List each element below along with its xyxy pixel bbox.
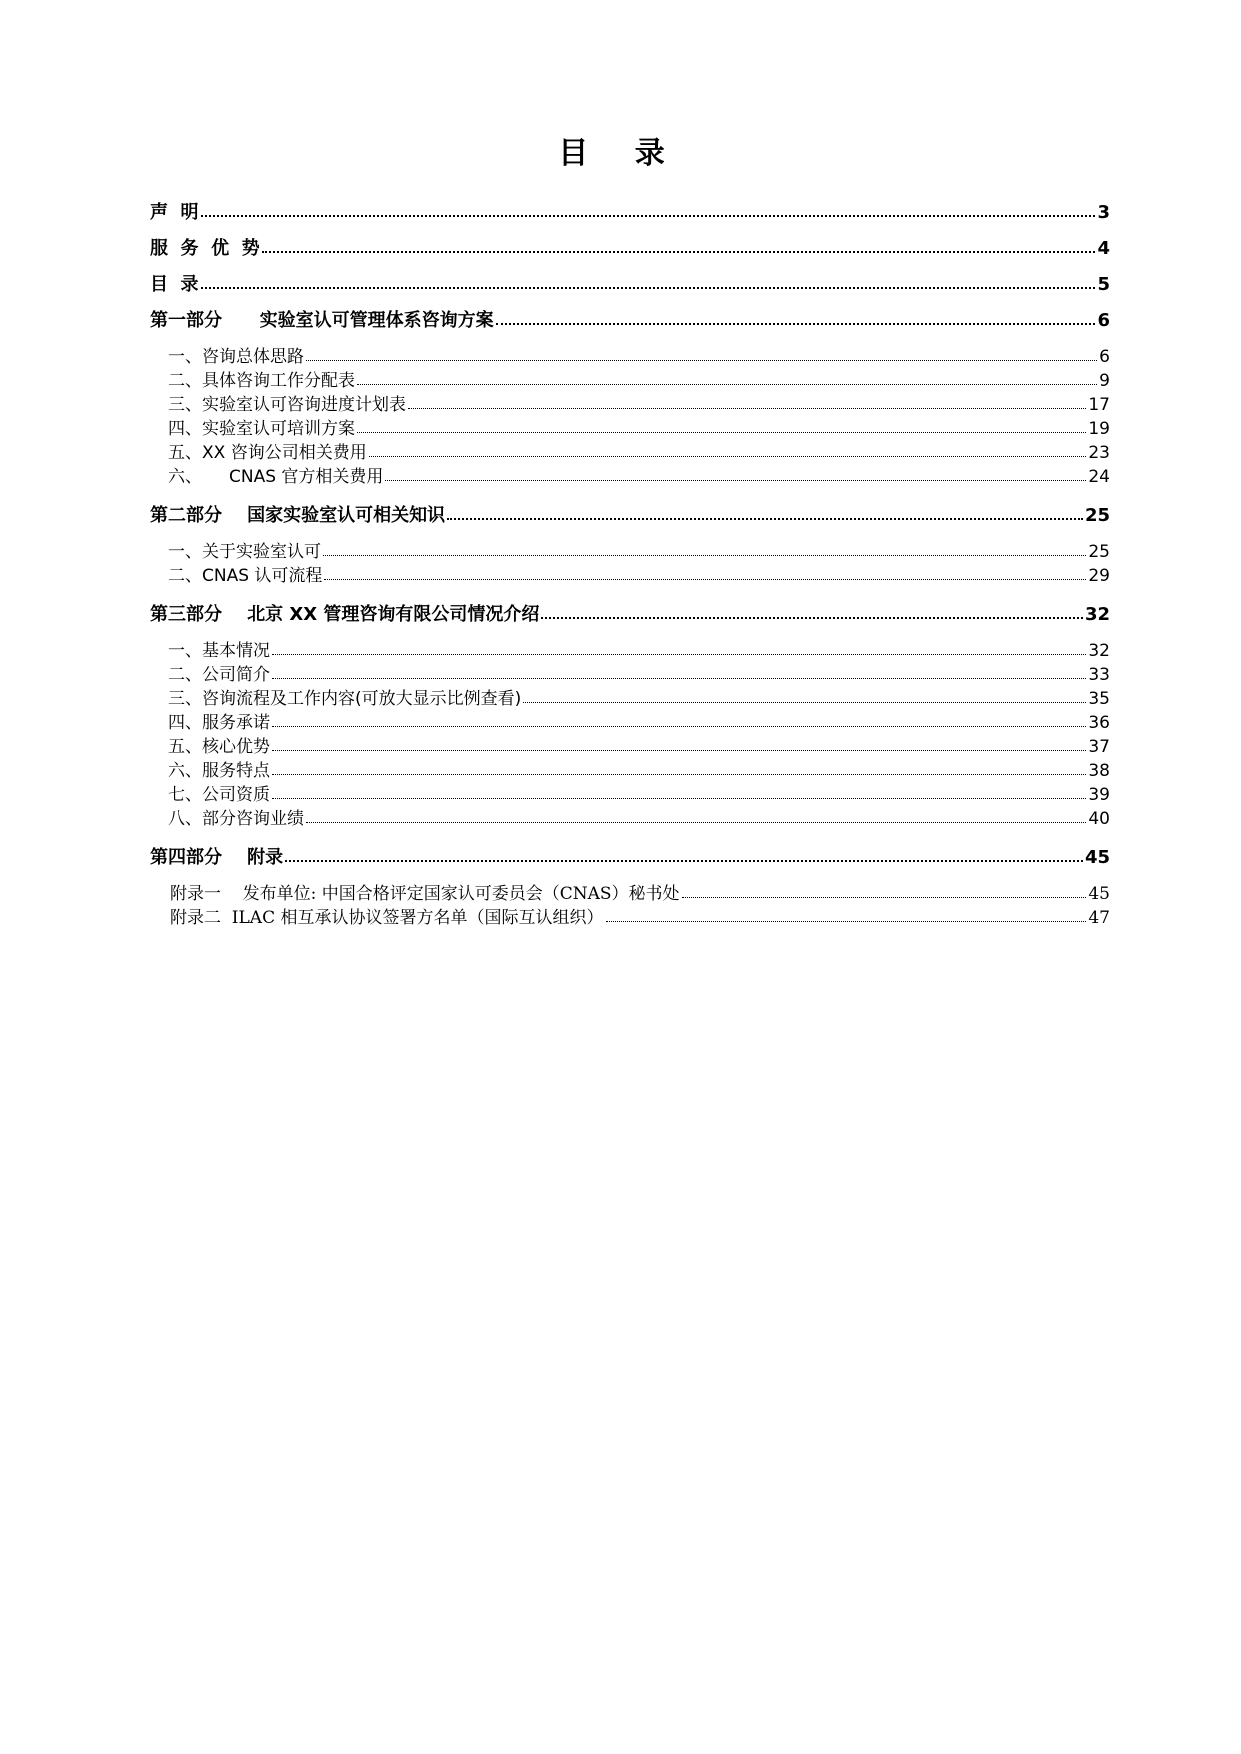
toc-entry-label: 五、XX 咨询公司相关费用 [168,443,367,463]
toc-subentry[interactable] [150,390,1110,414]
toc-entry-label: 七、公司资质 [168,785,270,805]
dot-leader [408,408,1086,409]
toc-entry-label: 二、CNAS 认可流程 [168,566,323,586]
toc-subentry[interactable] [150,636,1110,660]
dot-leader [606,921,1087,922]
toc-entry-label: 第二部分 国家实验室认可相关知识 [150,505,446,526]
toc-subentry-appendix[interactable] [150,879,1110,903]
toc-page-number: 6 [1097,310,1110,331]
toc-entry-label: 第一部分 实验室认可管理体系咨询方案 [150,310,494,331]
toc-subentry[interactable] [150,684,1110,708]
toc-entry-label: 附录一 发布单位: 中国合格评定国家认可委员会（CNAS）秘书处 [170,884,680,904]
toc-page-number: 39 [1088,785,1110,805]
toc-page-number: 6 [1099,347,1110,367]
toc-entry-label: 二、具体咨询工作分配表 [168,371,355,391]
toc-entry-contents[interactable] [150,270,1110,294]
toc-page-number: 40 [1088,809,1110,829]
toc-subentry-appendix[interactable] [150,903,1110,927]
dot-leader [682,897,1087,898]
toc-page-number: 47 [1088,908,1110,928]
toc-subentry[interactable] [150,342,1110,366]
toc-subentry[interactable] [150,804,1110,828]
toc-entry-part-four[interactable] [150,843,1110,867]
dot-leader [262,251,1096,253]
toc-subentry[interactable] [150,732,1110,756]
toc-entry-label: 八、部分咨询业绩 [168,809,304,829]
toc-entry-label: 一、关于实验室认可 [168,542,321,562]
toc-entry-part-three[interactable] [150,600,1110,624]
toc-entry-label: 四、实验室认可培训方案 [168,419,355,439]
toc-entry-label: 声 明 [150,202,199,223]
dot-leader [324,579,1086,580]
toc-subentry[interactable] [150,537,1110,561]
toc-entry-label: 四、服务承诺 [168,713,270,733]
dot-leader [272,726,1086,727]
dot-leader [323,555,1086,556]
toc-entry-label: 三、实验室认可咨询进度计划表 [168,395,406,415]
toc-page-number: 45 [1084,847,1110,868]
toc-entry-service-advantages[interactable] [150,234,1110,258]
toc-entry-label: 附录二 ILAC 相互承认协议签署方名单（国际互认组织） [170,908,604,928]
toc-page-number: 25 [1084,505,1110,526]
toc-entry-part-two[interactable] [150,501,1110,525]
toc-entry-label: 三、咨询流程及工作内容(可放大显示比例查看) [168,689,522,709]
toc-entry-statement[interactable] [150,198,1110,222]
toc-entry-part-one[interactable] [150,306,1110,330]
toc-page-number: 36 [1088,713,1110,733]
toc-page-number: 4 [1097,238,1110,259]
toc-page-number: 3 [1097,202,1110,223]
toc-entry-label: 第四部分 附录 [150,847,284,868]
toc-page-number: 19 [1088,419,1110,439]
toc-subentry[interactable] [150,708,1110,732]
toc-subentry[interactable] [150,756,1110,780]
toc-page-number: 45 [1088,884,1110,904]
table-of-contents [150,198,1110,927]
toc-entry-label: 五、核心优势 [168,737,270,757]
toc-entry-label: 第三部分 北京 XX 管理咨询有限公司情况介绍 [150,604,540,625]
toc-page-number: 29 [1088,566,1110,586]
dot-leader [272,678,1086,679]
dot-leader [272,750,1086,751]
dot-leader [523,702,1086,703]
toc-subentry[interactable] [150,366,1110,390]
toc-page-number: 35 [1088,689,1110,709]
toc-subentry[interactable] [150,462,1110,486]
toc-page-number: 5 [1097,274,1110,295]
dot-leader [357,432,1086,433]
page-title: 目 录 [558,136,683,171]
toc-page-number: 25 [1088,542,1110,562]
toc-entry-label: 六、 CNAS 官方相关费用 [168,467,384,487]
dot-leader [272,654,1086,655]
toc-subentry[interactable] [150,660,1110,684]
dot-leader [272,798,1086,799]
toc-entry-label: 目 录 [150,274,199,295]
toc-subentry[interactable] [150,780,1110,804]
dot-leader [369,456,1087,457]
dot-leader [306,360,1097,361]
toc-page-number: 24 [1088,467,1110,487]
toc-page-number: 17 [1088,395,1110,415]
toc-page-number: 37 [1088,737,1110,757]
dot-leader [385,480,1086,481]
dot-leader [541,617,1083,619]
dot-leader [496,323,1096,325]
toc-page-number: 9 [1099,371,1110,391]
toc-entry-label: 二、公司简介 [168,665,270,685]
dot-leader [201,287,1096,289]
dot-leader [272,774,1086,775]
toc-page-number: 32 [1084,604,1110,625]
toc-page-number: 38 [1088,761,1110,781]
dot-leader [306,822,1086,823]
toc-subentry[interactable] [150,414,1110,438]
toc-page-number: 23 [1088,443,1110,463]
dot-leader [357,384,1097,385]
toc-entry-label: 六、服务特点 [168,761,270,781]
dot-leader [447,518,1083,520]
toc-entry-label: 一、咨询总体思路 [168,347,304,367]
dot-leader [285,860,1083,862]
toc-page-number: 33 [1088,665,1110,685]
toc-entry-label: 服 务 优 势 [150,238,260,259]
toc-page-number: 32 [1088,641,1110,661]
toc-subentry[interactable] [150,438,1110,462]
dot-leader [201,215,1096,217]
toc-entry-label: 一、基本情况 [168,641,270,661]
toc-subentry[interactable] [150,561,1110,585]
